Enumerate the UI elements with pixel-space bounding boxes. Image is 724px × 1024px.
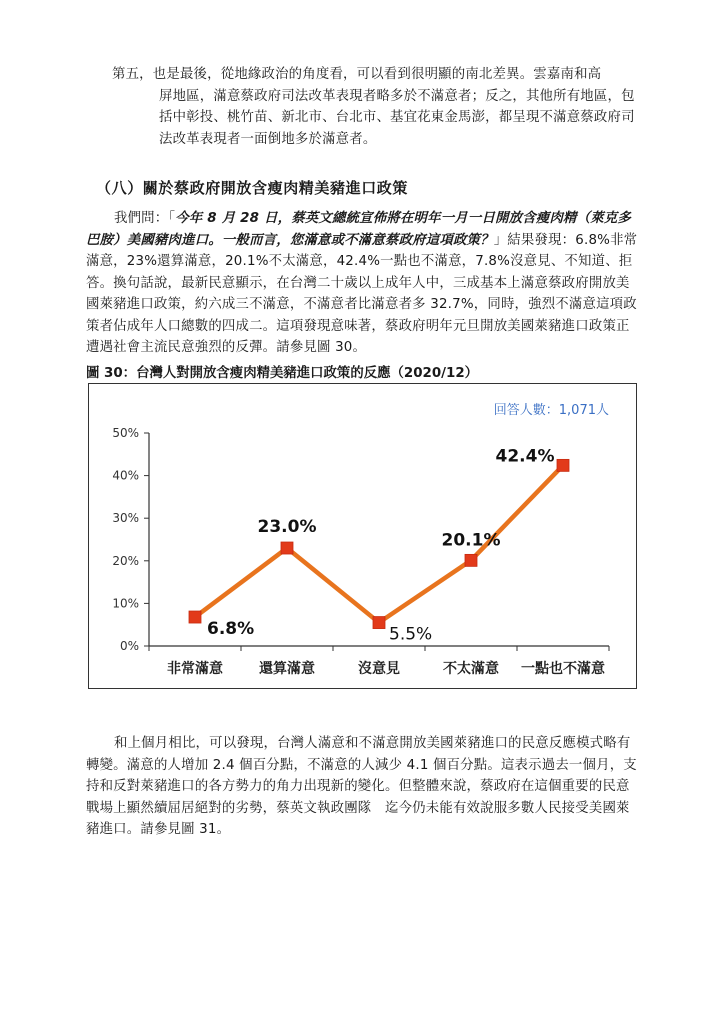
- question-intro: 我們問：「: [114, 211, 176, 226]
- question-text: 今年 8 月 28 日，蔡英文總統宣佈將在明年一月一日開放含瘦肉精（萊克多巴胺）美國豬肉進口。一般而言，您滿意或不滿意蔡政府這項政策？: [86, 211, 631, 248]
- y-axis: [112, 426, 149, 653]
- figure-caption: 圖 30：台灣人對開放含瘦肉精美豬進口政策的反應（2020/12）: [86, 366, 479, 381]
- data-label: 42.4%: [495, 446, 555, 467]
- data-label: 23.0%: [257, 517, 317, 538]
- respondents-annotation: 回答人數：1,071人: [493, 403, 609, 418]
- y-tick-label: 40%: [112, 468, 139, 483]
- x-tick-label: 還算滿意: [259, 661, 315, 677]
- y-tick-label: 30%: [112, 511, 139, 526]
- y-tick-label: 20%: [112, 553, 139, 568]
- data-point: [189, 611, 201, 623]
- section-heading: （八）關於蔡政府開放含瘦肉精美豬進口政策: [96, 179, 409, 197]
- x-tick-label: 一點也不滿意: [521, 661, 605, 677]
- y-tick-label: 0%: [119, 639, 139, 653]
- data-label: 6.8%: [207, 619, 255, 640]
- chart-frame: [88, 383, 637, 689]
- series-line: [195, 465, 563, 622]
- paragraph-question: [86, 208, 642, 359]
- paragraph-closing-text: 和上個月相比，可以發現，台灣人滿意和不滿意開放美國萊豬進口的民意反應模式略有轉變。滿意的人增加 2.4 個百分點，不滿意的人減少 4.1 個百分點。這表示過去一個月，支持和反對萊豬進口的各方勢力的角力出現新的變化。但整體來說，蔡政府在這個重要的民意戰場上顯然續屈居絕對的劣勢，蔡英文執政團隊 迄今仍未能有效說服多數人民接受美國萊豬進口。請參見圖 31。: [86, 736, 637, 837]
- x-tick-label: 不太滿意: [443, 661, 499, 677]
- series-satisfaction: [189, 459, 569, 628]
- paragraph-closing: [86, 733, 642, 841]
- paragraph-fifth-continuation: 屏地區，滿意蔡政府司法改革表現者略多於不滿意者；反之，其他所有地區，包括中彰投、桃竹苗、新北市、台北市、基宜花東金馬澎，都呈現不滿意蔡政府司法改革表現者一面倒地多於滿意者。: [159, 88, 635, 147]
- question-results: 」結果發現：6.8%非常滿意，23%還算滿意，20.1%不太滿意，42.4%一點也不滿意，7.8%沒意見、不知道、拒答。換句話說，最新民意顯示，在台灣二十歲以上成年人中，三成基本上滿意蔡政府開放美國萊豬進口政策，約六成三不滿意，不滿意者比滿意者多 32.7%，同時，強烈不滿意這項政策者佔成年人口總數的四成二。這項發現意味著，蔡政府明年元旦開放美國萊豬進口政策正遭遇社會主流民意強烈的反彈。請參見圖 30。: [86, 232, 638, 355]
- y-tick-label: 50%: [112, 426, 139, 440]
- data-label: 5.5%: [389, 624, 433, 645]
- x-axis: [149, 646, 609, 677]
- paragraph-fifth: [112, 64, 642, 150]
- data-point: [373, 617, 385, 629]
- x-tick-label: 沒意見: [358, 661, 400, 677]
- line-chart: [89, 384, 635, 687]
- data-label: 20.1%: [441, 530, 501, 551]
- data-point: [557, 459, 569, 471]
- x-tick-label: 非常滿意: [167, 661, 223, 677]
- y-tick-label: 10%: [112, 596, 139, 611]
- data-point: [465, 554, 477, 566]
- data-point: [281, 542, 293, 554]
- paragraph-fifth-first-line: 第五，也是最後，從地緣政治的角度看，可以看到很明顯的南北差異。雲嘉南和高: [112, 67, 602, 82]
- data-labels: [207, 446, 554, 644]
